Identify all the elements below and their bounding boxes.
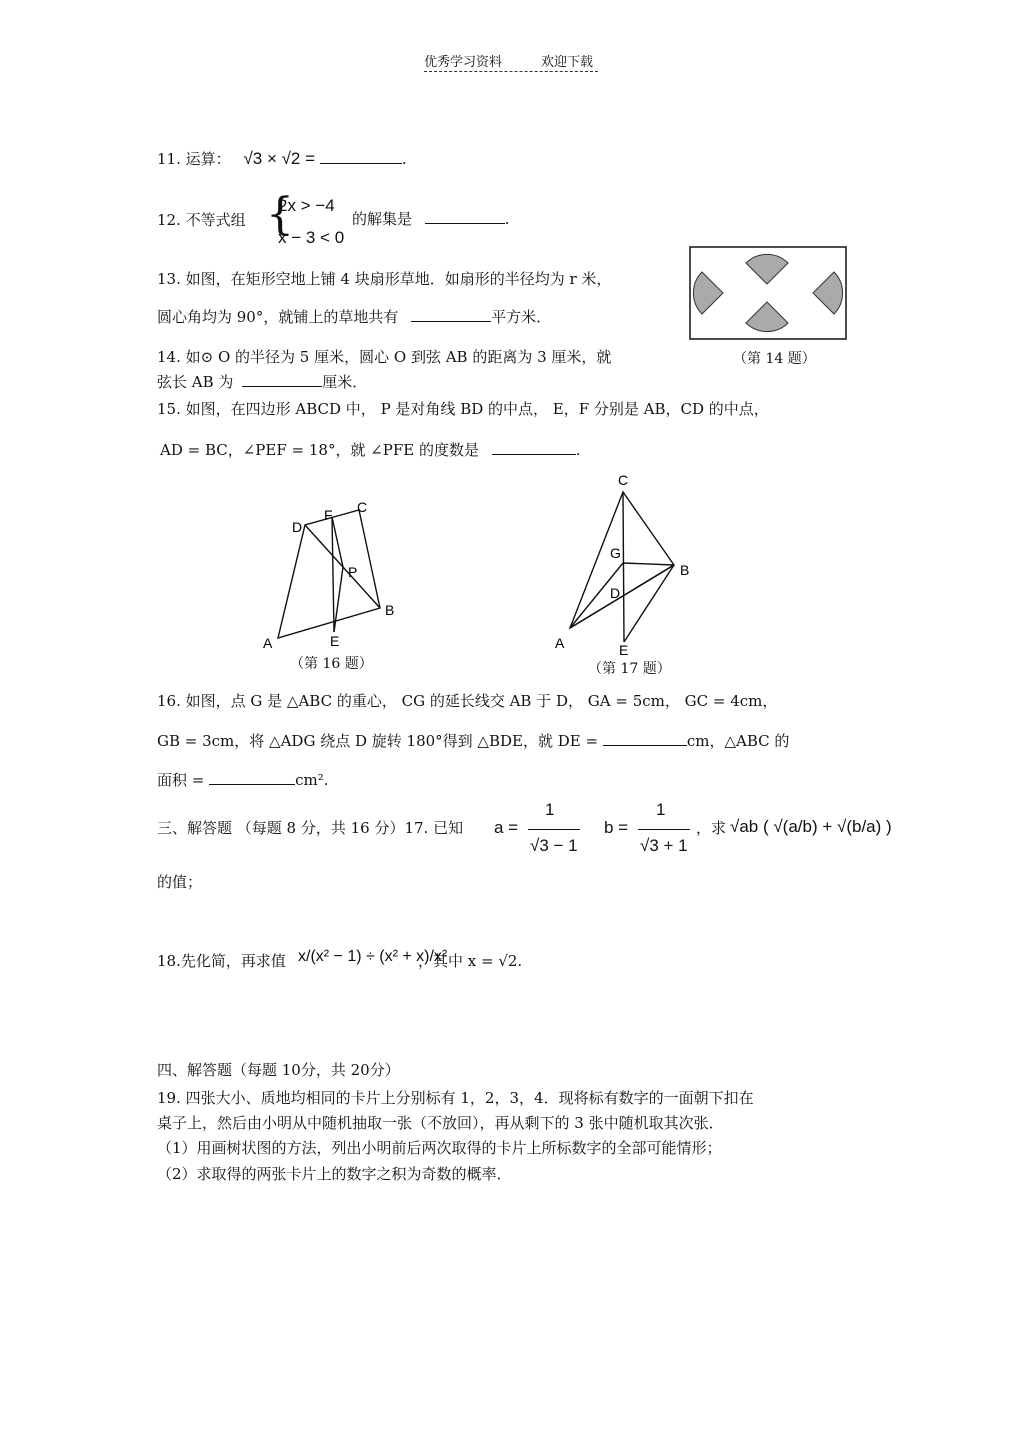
- fig16-label-p: P: [348, 564, 358, 580]
- fig16-label-d: D: [292, 519, 303, 535]
- figure-14: [689, 246, 849, 341]
- fig14-caption: （第 14 题）: [733, 351, 816, 367]
- q15-line2: [160, 438, 581, 460]
- q12-number: 12.: [157, 211, 181, 229]
- fig17-segment-ab: [570, 565, 674, 628]
- q15-end: .: [575, 441, 581, 459]
- q17-b-fraction-bar: [638, 829, 690, 830]
- q17-a-fraction-bar: [528, 829, 580, 830]
- q14-line2-text: 弦长 AB 为: [157, 373, 234, 391]
- q12-text2: 的解集是: [352, 210, 413, 228]
- q13-line1: 13. 如图，在矩形空地上铺 4 块扇形草地．如扇形的半径均为 r 米，: [157, 270, 612, 288]
- q17-expression: √ab ( √(a/b) + √(b/a) ): [730, 817, 892, 836]
- q14-answer-blank: [242, 370, 322, 387]
- q12-answer-blank: [425, 207, 505, 224]
- fig16-label-e: E: [330, 633, 340, 649]
- q17-b-numerator: 1: [656, 800, 666, 819]
- q16-line2: [157, 729, 789, 751]
- q16-unit: cm².: [295, 771, 329, 789]
- q16-de-blank: [603, 729, 687, 746]
- section4-title: 四、解答题（每题 10分，共 20分）: [157, 1061, 400, 1079]
- fig16-label-a: A: [263, 635, 273, 651]
- q16-line1: 16. 如图，点 G 是 △ABC 的重心， CG 的延长线交 AB 于 D， GA = 5cm， GC = 4cm，: [157, 692, 778, 710]
- q11: [157, 147, 407, 169]
- fig17-label-g: G: [610, 545, 621, 561]
- fig16-label-c: C: [357, 499, 368, 515]
- q16-line2-text: GB = 3cm，将 △ADG 绕点 D 旋转 180°得到 △BDE，就 DE =: [157, 732, 599, 750]
- q14-line2: [157, 370, 367, 392]
- fig16-label-b: B: [385, 602, 395, 618]
- q15-answer-blank: [492, 438, 576, 455]
- q17-b-denominator: √3 + 1: [640, 836, 688, 855]
- q15-line2-text: AD = BC，∠PEF = 18°，就 ∠PFE 的度数是: [160, 441, 480, 459]
- q17-ask: ，求: [696, 819, 727, 837]
- fig17-label-a: A: [555, 635, 565, 651]
- fig17-label-d: D: [610, 585, 621, 601]
- q18-prefix: 18.先化简，再求值: [157, 952, 286, 970]
- header-divider: [424, 71, 598, 72]
- q11-number: 11.: [157, 150, 181, 168]
- fig17-label-b: B: [680, 562, 690, 578]
- q16-line3: [157, 768, 329, 790]
- q19-line4: （2）求取得的两张卡片上的数字之积为奇数的概率．: [157, 1165, 512, 1183]
- q12-tail: [352, 207, 510, 229]
- q11-answer-blank: [320, 147, 402, 164]
- fig17-median-ce: [623, 492, 624, 642]
- q11-end: .: [401, 150, 407, 168]
- q15-line1: 15. 如图，在四边形 ABCD 中， P 是对角线 BD 的中点， E，F 分别是 AB，CD 的中点，: [157, 400, 769, 418]
- q12-ineq-2: x − 3 < 0: [278, 228, 345, 247]
- fig17-segment-gb: [623, 563, 674, 565]
- q17-a-eq: a =: [494, 818, 519, 837]
- q13-answer-blank: [411, 305, 491, 322]
- q16-area-blank: [209, 768, 295, 785]
- fig16-label-f: F: [324, 507, 333, 523]
- fig16-caption: （第 16 题）: [290, 656, 373, 672]
- q18-condition: ，其中 x = √2.: [418, 952, 523, 970]
- q19-line1: 19. 四张大小、质地均相同的卡片上分别标有 1，2，3，4．现将标有数字的一面朝下扣在: [157, 1089, 754, 1107]
- q11-text: 运算：: [185, 150, 231, 168]
- q12-brace: {: [266, 189, 294, 240]
- header-left: 优秀学习资料: [424, 55, 503, 70]
- q14-unit: 厘米．: [322, 373, 368, 391]
- q11-expression: √3 × √2 =: [243, 149, 316, 168]
- header-right: 欢迎下载: [541, 55, 594, 70]
- fig17-triangle: [570, 492, 674, 628]
- q19-line2: 桌子上，然后由小明从中随机抽取一张（不放回），再从剩下的 3 张中随机取其次张．: [157, 1114, 724, 1132]
- fig16-segment-ef: [332, 517, 334, 632]
- q12-ineq-1: 2x > −4: [278, 196, 335, 215]
- fig17-segment-be: [624, 565, 674, 642]
- q17-a-numerator: 1: [545, 800, 555, 819]
- q17-a-denominator: √3 − 1: [530, 836, 578, 855]
- q17-line2: 的值；: [157, 873, 203, 891]
- q13-unit: 平方米．: [491, 308, 552, 326]
- fig16-segment-ep: [334, 567, 343, 632]
- figure-17: [550, 470, 710, 655]
- q16-line2-tail: cm，△ABC 的: [686, 732, 790, 750]
- q16-line3-text: 面积 =: [157, 771, 205, 789]
- q19-line3: （1）用画树状图的方法，列出小明前后两次取得的卡片上所标数字的全部可能情形；: [157, 1139, 722, 1157]
- fig17-caption: （第 17 题）: [588, 661, 671, 677]
- q12-end: .: [504, 210, 510, 228]
- fig16-segment-fp: [332, 517, 343, 567]
- q13-line2-text: 圆心角均为 90°，就铺上的草地共有: [157, 308, 399, 326]
- q12-text: 不等式组: [185, 211, 246, 229]
- q12-label: [157, 209, 246, 230]
- q17-b-eq: b =: [604, 818, 629, 837]
- figure-16: [255, 495, 415, 655]
- fig17-label-e: E: [619, 642, 629, 655]
- q18-expression: x/(x² − 1) ÷ (x² + x)/x²: [298, 948, 448, 965]
- q14-line1: 14. 如⊙ O 的半径为 5 厘米，圆心 O 到弦 AB 的距离为 3 厘米，就: [157, 348, 612, 366]
- q17-prefix: 三、解答题 （每题 8 分，共 16 分）17. 已知: [157, 819, 464, 837]
- fig17-label-c: C: [618, 472, 629, 488]
- q13-line2: [157, 305, 551, 327]
